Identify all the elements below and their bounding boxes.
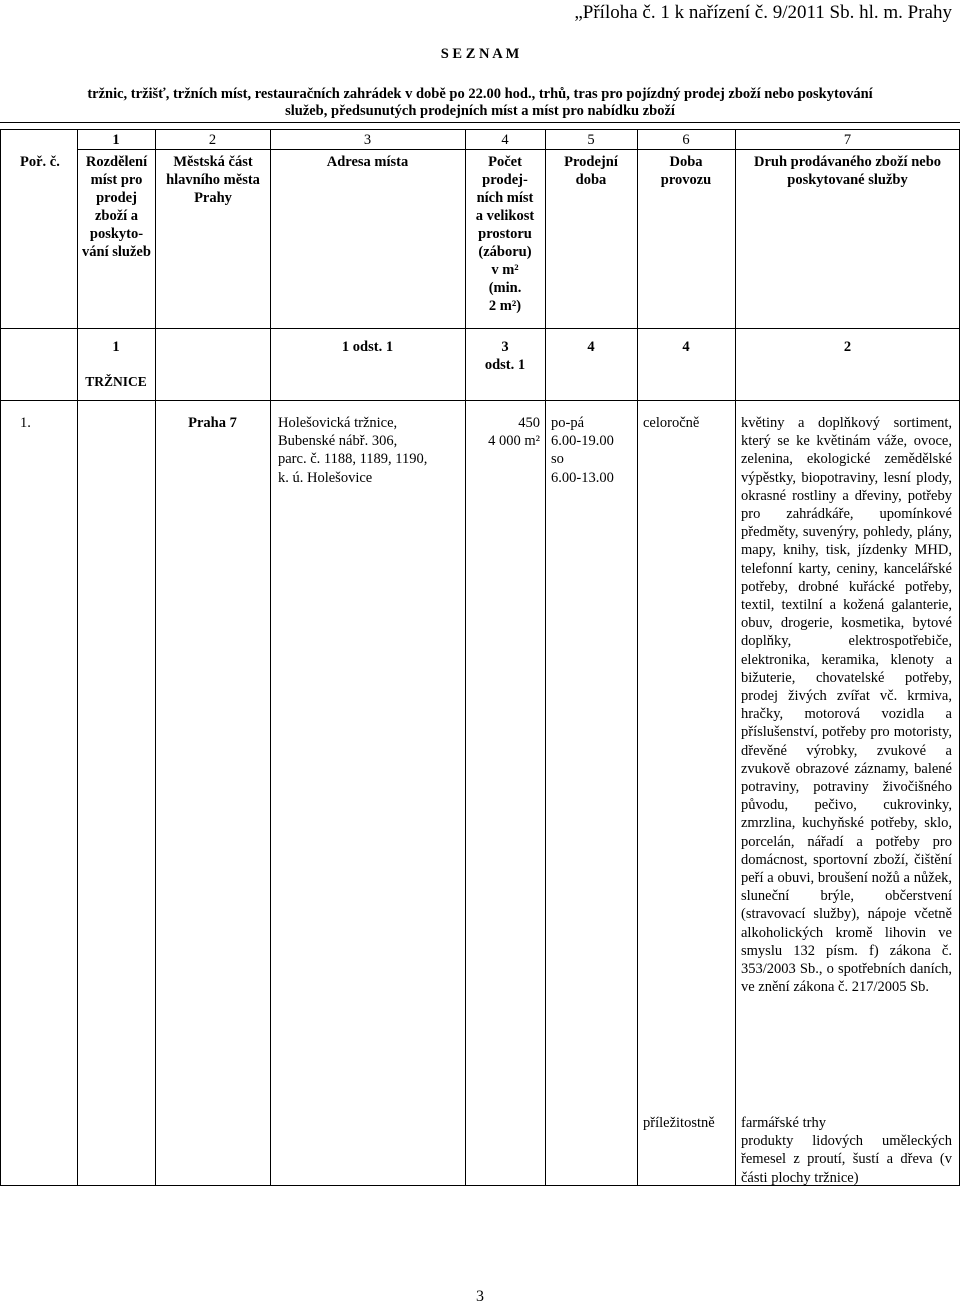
row-operation-yearround: celoročně xyxy=(643,415,700,431)
col-divider-2 xyxy=(155,129,156,1186)
count-value: 450 xyxy=(518,415,540,431)
row-operation-occasional: příležitostně xyxy=(643,1115,715,1131)
row-goods-yearround: květiny a doplňkový sortiment, který se ke květinám váže, ovoce, zelenina, ekologické zemědělské výpěstky, biopotraviny, lesní plody, okrasné rostliny a dřeviny, potřeby pro zahrádkáře, upomínkové předměty, suvenýry, pohledy, plány, mapy, knihy, tisk, jízdenky MHD, telefonní karty, ceniny, kancelářské potřeby, drobné kuřácké potřeby, textil, textilní a kožená galanterie, obuv, drogerie, kosmetika, bytové doplňky, elektrospotřebiče, elektronika, keramika, klenoty a bižuterie, chovatelské potřeby, prodej živých zvířat vč. krmiva, hračky, motorová vozidla a příslušenství, potřeby pro motoristy, dřevěné výrobky, zvukové a zvukově obrazové záznamy, balené potraviny, potraviny živočišného původu, pečivo, cukrovinky, zmrzlina, kuchyňské potřeby, sklo, porcelán, nářadí a potřeby pro domácnost, sportovní zboží, čištění peří a obuvi, broušení nožů a nůžek, sluneční brýle, občerstvení (stravovací služby), nápoje včetně alkoholických kromě lihovin ve smyslu 132 písm. f) zákona č. 353/2003 Sb., o spotřebních daních, ve znění zákona č. 217/2005 Sb. xyxy=(741,415,952,996)
header-divider xyxy=(0,122,960,123)
col-number-5: 5 xyxy=(587,132,595,148)
col-number-2: 2 xyxy=(208,132,217,148)
header-pocet-line: Počet xyxy=(488,154,522,170)
col-divider-1 xyxy=(77,129,78,1186)
header-poradove-cislo: Poř. č. xyxy=(20,154,60,170)
col-number-7: 7 xyxy=(843,132,852,148)
address-line: Holešovická tržnice, xyxy=(278,415,398,431)
row-address xyxy=(278,414,463,487)
header-prodejni-doba: Prodejní doba xyxy=(564,154,618,188)
code-col-3: 1 odst. 1 xyxy=(341,339,394,355)
col-number-1: 1 xyxy=(112,132,120,148)
page-number: 3 xyxy=(476,1288,484,1305)
address-line: k. ú. Holešovice xyxy=(278,469,373,486)
code-col-6: 4 xyxy=(682,339,690,355)
header-pocet-line: prodej- xyxy=(482,172,528,188)
header-mestska-cast: Městská část hlavního města Prahy xyxy=(166,154,260,206)
section-label-trznice: TRŽNICE xyxy=(85,374,147,389)
header-pocet xyxy=(467,153,543,315)
codes-bottom-divider xyxy=(0,400,960,401)
header-pocet-line: (záboru) xyxy=(478,244,532,260)
header-pocet-line: 2 m²) xyxy=(488,298,522,314)
code-col-5: 4 xyxy=(587,339,595,355)
hours-line: 6.00-13.00 xyxy=(551,469,614,486)
hours-line: 6.00-19.00 xyxy=(551,433,614,450)
col-divider-7 xyxy=(735,129,736,1186)
subtitle-line-1: tržnic, tržišť, tržních míst, restauračních zahrádek v době po 22.00 hod., trhů, tras pro pojízdný prodej zboží nebo poskytování xyxy=(87,86,873,102)
header-pocet-line: (min. xyxy=(488,280,522,296)
document-title: S E Z N A M xyxy=(440,46,520,62)
goods-occasional-rest: produkty lidových uměleckých řemesel z proutí, šustí a dřeva (v části plochy tržnice) xyxy=(741,1133,952,1186)
hours-line: so xyxy=(551,451,564,468)
column-number-divider xyxy=(77,149,960,150)
subtitle-line-2: služeb, předsunutých prodejních míst a míst pro nabídku zboží xyxy=(285,103,675,119)
row-goods-occasional xyxy=(741,1114,952,1187)
header-bottom-divider xyxy=(0,328,960,329)
col-divider-6 xyxy=(637,129,638,1186)
header-pocet-line: prostoru xyxy=(478,226,532,242)
appendix-reference: „Příloha č. 1 k nařízení č. 9/2011 Sb. hl. m. Prahy xyxy=(574,2,952,23)
header-pocet-line: ních míst xyxy=(476,190,534,206)
col-number-3: 3 xyxy=(363,132,372,148)
goods-occasional-line-1: farmářské trhy xyxy=(741,1115,826,1131)
col-number-6: 6 xyxy=(682,132,690,148)
header-pocet-line: a velikost xyxy=(475,208,535,224)
code-col-7: 2 xyxy=(843,339,852,355)
area-value: 4 000 m² xyxy=(488,433,540,450)
address-line: Bubenské nábř. 306, xyxy=(278,433,398,450)
row-district: Praha 7 xyxy=(188,415,237,431)
code-col-4-line-1: 3 xyxy=(501,339,509,355)
col-divider-3 xyxy=(270,129,271,1186)
code-col-4 xyxy=(465,338,545,374)
header-rozdeleni: Rozdělení míst pro prodej zboží a poskyto-vání služeb xyxy=(82,154,151,260)
hours-line: po-pá xyxy=(551,415,585,431)
col-divider-4 xyxy=(465,129,466,1186)
header-pocet-line: v m² xyxy=(491,262,519,278)
header-doba-provozu: Doba provozu xyxy=(660,154,712,188)
code-col-1: 1 xyxy=(112,339,120,355)
row-number: 1. xyxy=(20,415,31,431)
code-col-4-line-2: odst. 1 xyxy=(484,357,526,373)
header-adresa: Adresa místa xyxy=(326,154,409,170)
header-druh-zbozi: Druh prodávaného zboží nebo poskytované služby xyxy=(753,154,942,188)
address-line: parc. č. 1188, 1189, 1190, xyxy=(278,451,428,468)
row-hours xyxy=(551,414,635,487)
document-subtitle xyxy=(0,86,960,120)
col-divider-5 xyxy=(545,129,546,1186)
row-count xyxy=(468,414,540,450)
col-number-4: 4 xyxy=(501,132,509,148)
